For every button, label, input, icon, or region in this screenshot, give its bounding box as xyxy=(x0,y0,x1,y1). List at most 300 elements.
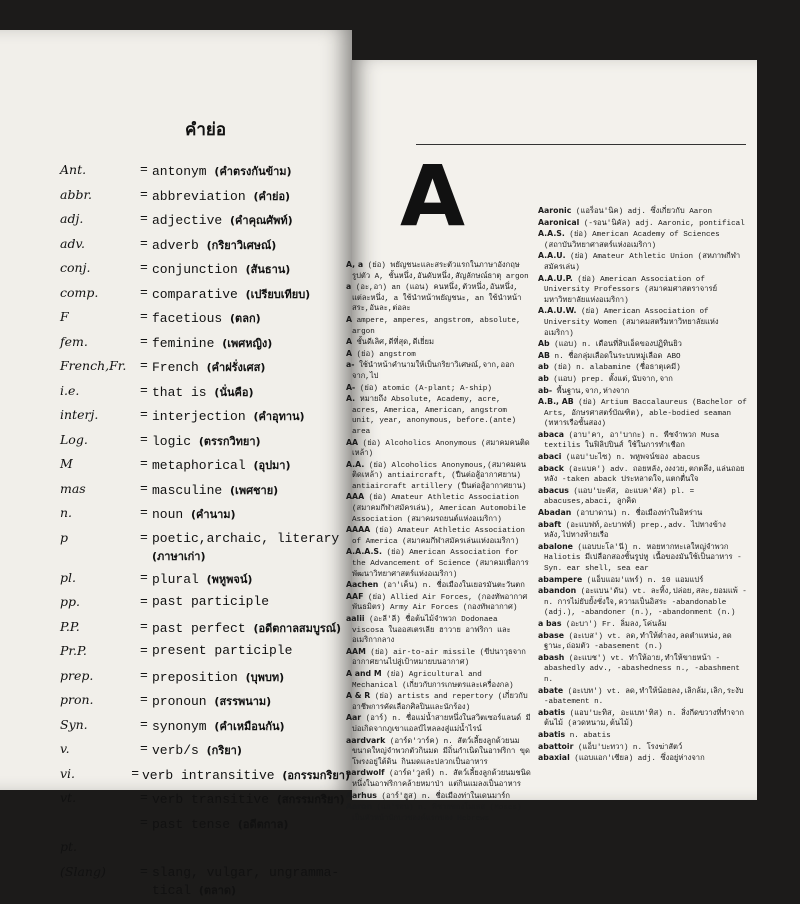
definition-english: that is xyxy=(152,384,207,400)
equals-sign: = xyxy=(140,186,148,202)
definition-thai: (ภาษาเก่า) xyxy=(152,549,206,563)
entry-definition: n. ชื่อกลุ่มเลือดในระบบหมู่เลือด ABO xyxy=(554,352,681,361)
definition-english: antonym xyxy=(152,164,207,179)
entry-definition: (อะบา') Fr. ลิ่มลง,โค่นล้ม xyxy=(566,620,667,629)
abbreviation-row xyxy=(60,333,353,359)
definition-english: present participle xyxy=(152,643,293,658)
definition-thai: (สันธาน) xyxy=(245,263,291,276)
definition-english: verb transitive xyxy=(152,792,270,807)
equals-sign: = xyxy=(140,741,148,756)
definition-english: abbreviation xyxy=(152,188,246,204)
abbreviation-row xyxy=(60,358,350,383)
entry-headword: Aachen xyxy=(346,580,379,590)
abbreviation-term: fem. xyxy=(60,333,88,349)
entry-definition: (แอบบะโล'นี) n. หอยทากทะเลใหญ่จำพวก Haliotis มีเปลือกสองชั้นรูปหู เนื้อของมันใช้เป็นอาหาร -Syn. ear shell, sea ear xyxy=(544,543,742,573)
entry-headword: abacus xyxy=(538,485,569,495)
dictionary-column-1 xyxy=(346,260,531,824)
entry-headword: A.A.U. xyxy=(538,251,566,261)
dictionary-column-2 xyxy=(538,206,748,765)
entry-headword: Aar xyxy=(346,713,362,723)
entry-definition: (แอบ'บะไซ) n. พหูพจน์ของ abacus xyxy=(565,454,701,463)
abbreviation-term: comp. xyxy=(60,284,99,300)
definition-thai: (อกรรมกริยา) xyxy=(282,768,350,782)
dictionary-entry xyxy=(346,337,531,349)
entry-headword: A & R xyxy=(346,691,371,701)
abbreviation-term: prep. xyxy=(60,667,94,683)
entry-definition: (ย่อ) Amateur Athletic Union (สหภาพกีฬาสมัครเล่น) xyxy=(544,253,741,272)
definition-english: past participle xyxy=(152,594,270,609)
dictionary-entry xyxy=(346,669,531,691)
abbreviation-term: adv. xyxy=(60,235,86,251)
abbreviation-term: Log. xyxy=(60,431,88,447)
entry-definition: (ย่อ) Alcoholics Anonymous,(สมาคมคนติดเหล้า) antiaircraft, (ปืนต่อสู้อากาศยาน) antiaircraft artillery (ปืนต่อสู้อากาศยาน) xyxy=(352,461,527,491)
abbreviation-definition xyxy=(152,383,350,401)
abbreviation-row xyxy=(60,260,350,285)
definition-english: verb/s xyxy=(152,743,199,758)
entry-definition: พื้นฐาน,จาก,ห่างจาก xyxy=(556,387,630,396)
abbreviation-term: abbr. xyxy=(60,186,93,202)
entry-headword: abatis xyxy=(538,729,566,739)
equals-sign: = xyxy=(140,863,148,879)
entry-headword: AB xyxy=(538,350,550,360)
definition-english: logic xyxy=(152,433,192,449)
entry-definition: (ย่อ) American Association of University Professors (สมาคมศาสตราจารย์มหาวิทยาลัยแห่งอเมริกา) xyxy=(544,275,718,305)
entry-headword: abaft xyxy=(538,519,562,529)
equals-sign: = xyxy=(140,260,148,275)
definition-english: masculine xyxy=(152,482,223,498)
entry-headword: aback xyxy=(538,463,564,473)
definition-thai: (คำนาม) xyxy=(191,508,236,521)
dictionary-entry xyxy=(346,691,531,713)
dictionary-entry xyxy=(538,619,748,631)
abbreviation-term: F xyxy=(60,309,69,324)
abbreviation-row xyxy=(60,481,350,506)
entry-definition: n. abatis xyxy=(569,731,611,740)
abbreviation-definition xyxy=(152,260,350,278)
definition-english: interjection xyxy=(152,409,246,424)
dictionary-entry xyxy=(538,520,748,542)
equals-sign: = xyxy=(140,790,148,805)
entry-headword: ab xyxy=(538,373,549,383)
entry-headword: abampere xyxy=(538,574,583,584)
right-page xyxy=(346,60,757,823)
entry-headword: A xyxy=(346,314,353,324)
entry-definition: (อะ,อา) an (แอน) คนหนึ่ง,ตัวหนึ่ง,อันหนึ่ง, แต่ละหนึ่ง, a ใช้นำหน้าพยัญชนะ, an ใช้นำหน้าสระ,อันละ,ต่อละ xyxy=(352,284,522,314)
definition-english: comparative xyxy=(152,286,238,302)
entry-headword: Ab xyxy=(538,339,550,349)
definition-thai: (คำตรงกันข้าม) xyxy=(214,165,292,178)
entry-headword: abase xyxy=(538,630,565,640)
definition-english: slang, vulgar, ungramma-tical xyxy=(152,864,340,898)
abbreviation-row xyxy=(60,570,350,595)
abbreviation-term: adj. xyxy=(60,211,84,226)
entry-definition: (อา'เค็น) n. ชื่อเมืองในเยอรมันตะวันตก xyxy=(382,582,525,591)
abbreviation-row xyxy=(60,692,350,717)
abbreviation-definition xyxy=(152,162,350,180)
abbreviation-term: M xyxy=(60,456,73,471)
abbreviation-term: n. xyxy=(60,505,73,520)
entry-definition: (อาร์'ฮูส) n. ชื่อเมืองท่าในเดนมาร์ก xyxy=(381,792,510,801)
entry-definition: (แอบ) n. เดือนที่สิบเอ็ดของปฏิทินยิว xyxy=(554,341,682,350)
entry-definition: (อาร์) n. ชื่อแม่น้ำสายหนึ่งในสวิตเซอร์แลนด์ มีบ่อเกิดจากภูเขาแอลป์ไหลลงสู่แม่น้ำไรน์ xyxy=(352,715,531,734)
dictionary-entry xyxy=(538,542,748,575)
entry-headword: A xyxy=(346,348,353,358)
equals-sign: = xyxy=(140,505,148,520)
definition-thai: (ตลก) xyxy=(230,312,261,325)
entry-headword: AAF xyxy=(346,591,364,601)
dictionary-entry xyxy=(538,753,748,765)
entry-definition: (ย่อ) American Association for the Advancement of Science (สมาคมเพื่อการพัฒนาวิทยาศาสตร์แห่งอเมริกา) xyxy=(352,549,529,579)
entry-headword: a xyxy=(346,282,352,292)
abbreviation-row xyxy=(60,766,350,791)
entry-definition: (อาบ'คา, อา'บากะ) n. พืชจำพวก Musa textilis ในฟิลิปปินส์ ใช้ในการทำเชือก xyxy=(544,431,720,451)
definition-thai: (ตลาด) xyxy=(198,883,237,897)
dictionary-entry xyxy=(538,362,748,374)
dictionary-entry xyxy=(346,791,531,803)
abbreviation-term: Pr.P. xyxy=(60,643,87,658)
abbreviation-definition xyxy=(152,358,350,376)
entry-definition: (ย่อ) พยัญชนะและสระตัวแรกในภาษาอังกฤษ รูปตัว A, ชั้นหนึ่ง,อันดับหนึ่ง,สัญลักษณ์ธาตุ argon xyxy=(352,262,529,281)
dictionary-entry xyxy=(346,614,531,647)
entry-definition: (ย่อ) Artium Baccalaureus (Bachelor of Arts, อักษรศาสตร์บัณฑิต), able-bodied seaman (ทหารเรือชั้นสอง) xyxy=(544,399,747,429)
entry-headword: AAM xyxy=(346,646,366,656)
abbreviation-row xyxy=(60,741,350,766)
entry-definition: (อะแบช') vt. ทำให้อาย,ทำให้ขายหน้า -abashedly adv., -abashedness n., -abashment n. xyxy=(544,654,740,684)
definition-english: noun xyxy=(152,507,184,522)
equals-sign: = xyxy=(140,692,148,707)
abbreviation-definition xyxy=(152,187,350,205)
dictionary-entry xyxy=(538,351,748,363)
entry-headword: ab- xyxy=(538,385,553,395)
dictionary-entry xyxy=(346,349,531,361)
definition-thai: (กริยา) xyxy=(206,744,242,757)
dictionary-entry xyxy=(538,686,748,708)
dictionary-entry xyxy=(346,360,531,382)
entry-definition: (แอบ'บะคัส, อะแบค'คัส) pl. = abacuses,abaci, ลูกคิด xyxy=(544,487,695,507)
abbreviation-definition xyxy=(152,236,350,254)
equals-sign: = xyxy=(140,456,148,471)
dictionary-entry xyxy=(346,525,531,547)
entry-definition: (แอบ) prep. ตั้งแต่,นับจาก,จาก xyxy=(553,375,673,384)
abbreviation-definition xyxy=(152,481,350,499)
dictionary-entry xyxy=(538,206,748,218)
entry-headword: abash xyxy=(538,652,565,662)
dictionary-entry xyxy=(538,306,748,339)
entry-definition: (อาร์ด'วาร์ค) n. สัตว์เลี้ยงลูกด้วยนมขนาดใหญ่จำพวกตัวกินมด มีถิ่นกำเนิดในอาฟริกา ขุดโพรงอยู่ใต้ดิน กินมดและปลวกเป็นอาหาร xyxy=(352,737,530,767)
abbreviation-definition xyxy=(152,790,350,808)
abbreviation-row xyxy=(60,643,350,668)
definition-thai: (คำอุทาน) xyxy=(253,410,305,423)
equals-sign: = xyxy=(131,765,140,781)
abbreviations-title: คำย่อ xyxy=(185,120,227,140)
definition-thai: (พหูพจน์) xyxy=(206,572,253,586)
abbreviation-definition xyxy=(152,815,350,833)
definition-english: preposition xyxy=(152,669,238,685)
abbreviation-row xyxy=(60,432,350,457)
abbreviation-row xyxy=(60,790,350,815)
entry-definition: (อะแบฟท์,อะบาฟท์) prep.,adv. ไปทางข้างหลัง,ไปทางท้ายเรือ xyxy=(544,521,726,541)
definition-english: past perfect xyxy=(152,620,246,636)
definition-thai: (คำคุณศัพท์) xyxy=(230,214,293,227)
dictionary-entry xyxy=(346,315,531,337)
entry-definition: (อะแบค') adv. ถอยหลัง,งงงวย,ตกตลึง,แล่นถอยหลัง -taken aback ประหลาดใจ,แตกตื่นใจ xyxy=(544,465,745,485)
dictionary-entry xyxy=(346,802,531,824)
dictionary-entry xyxy=(538,397,748,430)
abbreviation-row xyxy=(60,162,350,187)
abbreviation-term: pl. xyxy=(60,569,76,585)
dictionary-entry xyxy=(538,229,748,251)
dictionary-entry xyxy=(538,464,748,486)
definition-thai: (คำเหมือนกัน) xyxy=(214,719,285,733)
equals-sign: = xyxy=(140,667,148,683)
entry-definition: (ย่อ) Amateur Athletic Association of America (สมาคมกีฬาสมัครเล่นแห่งอเมริกา) xyxy=(352,527,525,546)
abbreviation-definition xyxy=(152,211,350,229)
abbreviation-row xyxy=(60,717,350,742)
entry-headword: a bas xyxy=(538,618,562,628)
entry-headword: A- xyxy=(346,382,356,392)
entry-definition: (แอบ'บะทิส, อะแบท'ทิส) n. สิ่งกีดขวางที่ทำจากต้นไม้ (ลวดหนาม,ต้นไม้) xyxy=(544,709,744,729)
abbreviation-term: interj. xyxy=(60,407,99,422)
entry-headword: A.A.U.P. xyxy=(538,273,573,283)
entry-headword: A xyxy=(346,337,353,347)
dictionary-entry xyxy=(538,508,748,520)
entry-definition: (ย่อ) n. alabamine (ชื่อธาตุเคมี) xyxy=(553,364,681,373)
entry-headword: abalone xyxy=(538,541,573,551)
abbreviation-definition xyxy=(152,432,350,450)
dictionary-entry xyxy=(538,631,748,653)
equals-sign: = xyxy=(140,333,148,349)
equals-sign: = xyxy=(140,309,148,324)
dictionary-entry xyxy=(346,438,531,460)
entry-definition: (-รอน'นิคัล) adj. Aaronic, pontifical xyxy=(583,219,745,228)
entry-definition: (อะแบน'ดัน) vt. ละทิ้ง,ปล่อย,สละ,ยอมแพ้ -n. การไม่ยับยั้งชั่งใจ,ความเป็นอิสระ -abandonable (adj.), -abandoner (n.), -abandonment (n.) xyxy=(544,588,747,618)
entry-definition: (ย่อ) Amateur Athletic Association (สมาคมกีฬาสมัครเล่น), American Automobile Association (สมาคมรถยนต์แห่งอเมริกา) xyxy=(352,494,527,524)
dictionary-entry xyxy=(538,486,748,508)
equals-sign: = xyxy=(140,716,148,732)
dictionary-entry xyxy=(538,374,748,386)
entry-headword: AAAA xyxy=(346,525,371,535)
entry-headword: abandon xyxy=(538,586,577,596)
abbreviation-term: conj. xyxy=(60,260,91,275)
entry-definition: (ย่อ) American Academy of Sciences (สถาบันวิทยาศาสตร์แห่งอเมริกา) xyxy=(544,231,720,250)
definition-thai: (คำย่อ) xyxy=(253,189,291,203)
definition-english: past tense xyxy=(152,816,231,832)
definition-thai: (สกรรมกริยา) xyxy=(276,793,345,806)
abbreviation-term: (Slang) xyxy=(60,863,106,879)
entry-headword: Aaron xyxy=(346,802,373,812)
abbreviation-row xyxy=(60,285,350,310)
dictionary-entry xyxy=(346,768,531,790)
entry-headword: aalii xyxy=(346,614,365,623)
definition-english: adverb xyxy=(152,237,199,253)
abbreviation-definition xyxy=(152,643,350,658)
entry-headword: A.A. xyxy=(346,459,365,469)
dictionary-entry xyxy=(346,713,531,735)
definition-english: conjunction xyxy=(152,262,238,277)
abbreviation-row xyxy=(60,668,350,693)
abbreviation-definition xyxy=(152,619,350,637)
entry-headword: abate xyxy=(538,685,564,695)
definition-english: French xyxy=(152,360,199,375)
dictionary-entry xyxy=(346,282,531,315)
entry-headword: abattoir xyxy=(538,741,574,751)
abbreviation-definition xyxy=(152,505,350,523)
section-letter: A xyxy=(400,147,466,245)
entry-definition: (ย่อ) Alcoholics Anonymous (สมาคมคนติดเหล้า) xyxy=(352,439,530,459)
equals-sign: = xyxy=(140,594,148,609)
dictionary-entry xyxy=(538,708,748,730)
equals-sign: = xyxy=(140,211,148,226)
abbreviation-definition xyxy=(152,530,350,566)
abbreviation-definition xyxy=(152,285,350,303)
definition-english: adjective xyxy=(152,213,223,228)
dictionary-entry xyxy=(538,339,748,351)
abbreviation-definition xyxy=(152,692,350,710)
abbreviation-definition xyxy=(152,741,350,759)
entry-headword: Abadan xyxy=(538,508,572,518)
definition-thai: (คำฝรั่งเศส) xyxy=(206,361,266,374)
definition-thai: (เพศชาย) xyxy=(230,483,279,497)
equals-sign: = xyxy=(140,480,148,496)
entry-headword: AAA xyxy=(346,492,365,502)
entry-definition: (แอร็อน'นิค) adj. ซึ่งเกี่ยวกับ Aaron xyxy=(575,208,713,216)
entry-definition: (แอบแอก'เซียล) adj. ซึ่งอยู่ห่างจาก xyxy=(574,755,705,764)
entry-headword: A.A.A.S. xyxy=(346,547,382,557)
abbreviation-row xyxy=(60,815,350,840)
abbreviation-row xyxy=(60,383,350,408)
abbreviation-row xyxy=(60,619,350,644)
dictionary-entry xyxy=(538,730,748,742)
entry-headword: aardvark xyxy=(346,735,386,745)
equals-sign: = xyxy=(140,162,148,177)
abbreviation-row xyxy=(60,309,353,334)
entry-headword: abaca xyxy=(538,429,564,439)
entry-definition: หมายถึง Absolute, Academy, acre, acres, America, American, angstrom unit, year, anonymous, before.(ante) area xyxy=(352,396,517,436)
entry-headword: ab xyxy=(538,362,549,372)
dictionary-entry xyxy=(346,260,531,282)
entry-definition: (อะเบท') vt. ลด,ทำให้น้อยลง,เลิกล้ม,เลิก,ระงับ -abatement n. xyxy=(544,687,744,707)
definition-thai: (นั่นคือ) xyxy=(214,385,254,399)
definition-thai: (เพศหญิง) xyxy=(222,336,273,350)
entry-definition: ชั้นดีเลิศ,ดีที่สุด,ดีเยี่ยม xyxy=(356,339,435,348)
dictionary-entry xyxy=(538,386,748,398)
definition-thai: (อดีตกาล) xyxy=(237,817,289,831)
entry-definition: (อาร์ด'วูลฟ์) n. สัตว์เลี้ยงลูกด้วยนมชนิดหนึ่งในอาฟริกาคล้ายหมาป่า แต่กินแมลงเป็นอาหาร xyxy=(352,770,531,789)
entry-headword: abatis xyxy=(538,707,566,717)
entry-definition: (ย่อ) atomic (A-plant; A-ship) xyxy=(359,384,492,393)
definition-english: poetic,archaic, literary xyxy=(152,530,340,546)
abbreviation-row xyxy=(60,839,350,864)
abbreviation-term: pp. xyxy=(60,594,80,609)
equals-sign: = xyxy=(140,358,148,373)
abbreviation-row xyxy=(60,407,350,432)
equals-sign: = xyxy=(140,814,148,830)
dictionary-entry xyxy=(346,647,531,669)
abbreviation-term: Syn. xyxy=(60,716,88,732)
abbreviation-term: pt. xyxy=(60,839,77,854)
entry-definition: (อะลี'ลี) ชื่อต้นไม้จำพวก Dodonaea viscosa ในออสเตรเลีย ฮาวาย อาฟริกา และอเมริกากลาง xyxy=(352,616,511,646)
entry-headword: A. xyxy=(346,394,356,404)
abbreviation-term: mas xyxy=(60,480,86,496)
abbreviation-definition xyxy=(152,570,350,588)
entry-definition: ampere, amperes, angstrom, absolute, argon xyxy=(352,316,521,336)
equals-sign: = xyxy=(140,284,148,300)
entry-headword: aardwolf xyxy=(346,768,385,778)
dictionary-entry xyxy=(538,742,748,754)
definition-thai: (อุปมา) xyxy=(253,459,291,472)
abbreviation-definition xyxy=(142,766,350,784)
abbreviation-term: vt. xyxy=(60,790,77,805)
entry-definition: (อาบาดาน) n. ชื่อเมืองท่าในอิหร่าน xyxy=(575,510,703,519)
definition-thai: (บุพบท) xyxy=(245,670,285,684)
entry-headword: A.A.U.W. xyxy=(538,306,577,316)
equals-sign: = xyxy=(140,569,148,585)
entry-definition: (แอ็บ'บะทวา) n. โรงฆ่าสัตว์ xyxy=(578,743,683,752)
abbreviation-definition xyxy=(152,717,350,735)
abbreviation-term: P.P. xyxy=(60,618,80,634)
equals-sign: = xyxy=(140,431,148,447)
abbreviation-definition xyxy=(152,864,350,900)
dictionary-entry xyxy=(346,547,531,580)
dictionary-entry xyxy=(538,430,748,452)
equals-sign: = xyxy=(140,407,148,422)
dictionary-entry xyxy=(538,274,748,307)
entry-definition: ใช้นำหน้าคำนามให้เป็นกริยาวิเศษณ์,จาก,ออกจาก,ไป xyxy=(352,362,515,381)
abbreviation-definition xyxy=(152,456,350,474)
definition-english: pronoun xyxy=(152,694,207,709)
dictionary-entry xyxy=(538,218,748,230)
definition-thai: (กริยาวิเศษณ์) xyxy=(206,238,277,252)
abbreviation-definition xyxy=(152,309,353,327)
definition-english: facetious xyxy=(152,311,223,326)
entry-definition: (แอ็บแอม'แพร์) n. 10 แอมแปร์ xyxy=(586,576,704,585)
abbreviation-term: p xyxy=(60,529,69,545)
abbreviation-definition xyxy=(152,407,350,425)
abbreviation-term: v. xyxy=(60,741,70,756)
dictionary-entry xyxy=(346,394,531,437)
dictionary-entry xyxy=(538,452,748,464)
entry-headword: AA xyxy=(346,437,359,447)
abbreviation-row xyxy=(60,530,350,570)
header-rule xyxy=(416,144,746,145)
dictionary-entry xyxy=(346,383,531,395)
definition-english: verb intransitive xyxy=(141,767,275,783)
dictionary-entry xyxy=(346,492,531,525)
dictionary-entry xyxy=(346,460,531,493)
abbreviation-term: Ant. xyxy=(60,162,87,177)
abbreviation-row xyxy=(60,211,350,236)
abbreviation-term: vi. xyxy=(60,765,76,781)
entry-definition: (ย่อ) artists and repertory (เกี่ยวกับอาชีพการคัดเลือกศิลปินและนักร้อง) xyxy=(352,693,528,712)
abbreviation-definition xyxy=(152,668,350,686)
abbreviation-definition xyxy=(152,594,350,609)
entry-definition: (ย่อ) angstrom xyxy=(356,350,416,359)
entry-definition: (อะเบส') vt. ลด,ทำให้ต่ำลง,ลดตำแหน่ง,ลดฐานะ,ถ่อมตัว -abasement (n.) xyxy=(544,632,732,652)
dictionary-entry xyxy=(346,580,531,592)
abbreviation-row xyxy=(60,505,350,530)
entry-headword: A and M xyxy=(346,668,382,678)
entry-definition: (ย่อ) American Association of University Women (สมาคมสตรีมหาวิทยาลัยแห่งอเมริกา) xyxy=(544,308,719,338)
abbreviation-row xyxy=(60,236,350,261)
definition-english: synonym xyxy=(152,718,207,734)
entry-definition: (ย่อ) air-to-air missile (ขีปนาวุธจากอากาศยานไปสู่เป้าหมายบนอากาศ) xyxy=(352,648,526,668)
equals-sign: = xyxy=(140,382,148,398)
equals-sign: = xyxy=(140,235,148,251)
entry-headword: A.A.S. xyxy=(538,229,565,239)
left-page xyxy=(0,30,352,898)
abbreviation-definition xyxy=(152,334,353,352)
definition-english: feminine xyxy=(152,335,215,351)
